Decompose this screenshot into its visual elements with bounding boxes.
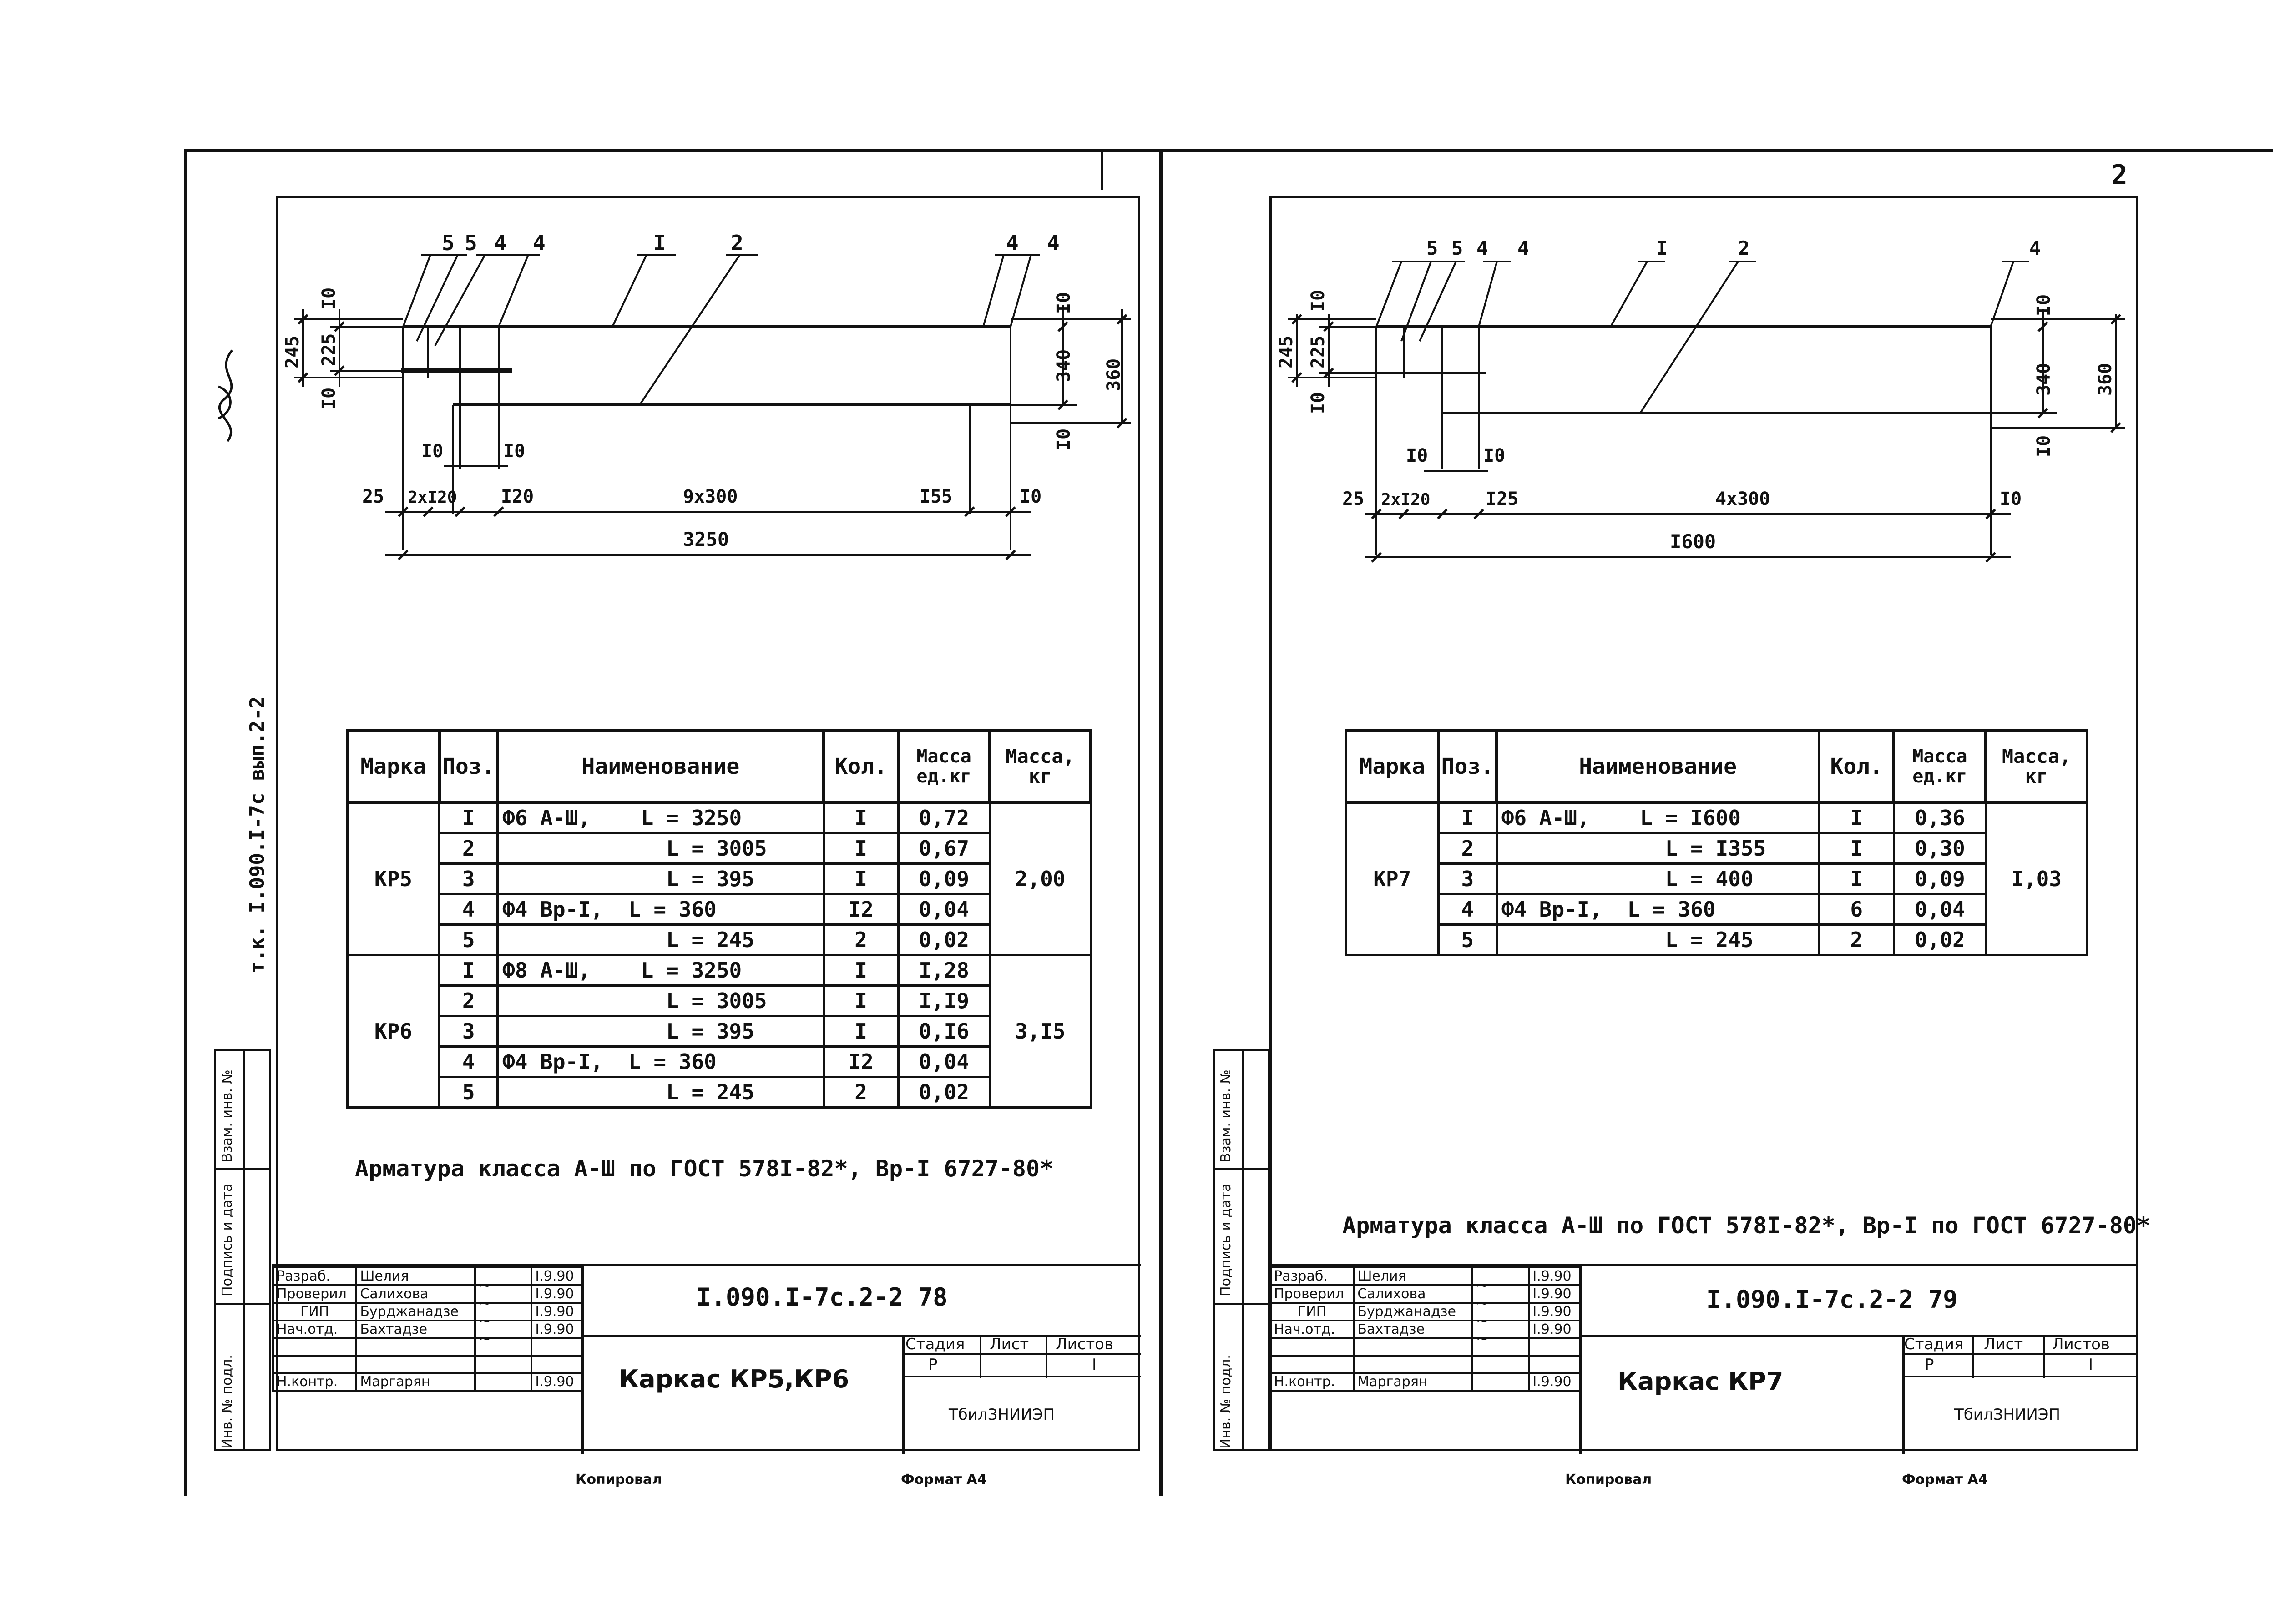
table-row bbox=[347, 1047, 1091, 1077]
right-dim-text: 225 bbox=[1308, 335, 1329, 368]
left-dim-text: 2xI20 bbox=[408, 488, 457, 507]
right-pos-label: I bbox=[1656, 237, 1668, 259]
unit-mass-cell: 0,04 bbox=[898, 1047, 990, 1077]
left-dim-text: 225 bbox=[318, 333, 339, 366]
right-rebar-note: Арматура класса А-Ш по ГОСТ 578I-82*, Вр-I по ГОСТ 6727-80* bbox=[1342, 1212, 2151, 1239]
col-header: Марка bbox=[1346, 731, 1439, 802]
left-dim-text: I0 bbox=[318, 387, 339, 409]
table-row bbox=[347, 894, 1091, 925]
right-sheets-value: I bbox=[2088, 1356, 2093, 1374]
left-dim-text: I0 bbox=[503, 441, 526, 462]
sheet-divider-line bbox=[1159, 149, 1163, 1496]
col-header: Масса ед.кг bbox=[1894, 731, 1986, 802]
pos-cell: I bbox=[1439, 802, 1497, 833]
pos-cell: 5 bbox=[440, 1077, 498, 1108]
left-pos-label: 5 bbox=[465, 231, 477, 255]
qty-cell: I bbox=[1819, 802, 1894, 833]
right-dim-text: I25 bbox=[1486, 489, 1519, 509]
left-margin-label-inv: Инв. № подл. bbox=[219, 1355, 235, 1449]
name-cell: L = I355 bbox=[1496, 833, 1819, 864]
right-dim-text: I600 bbox=[1670, 530, 1716, 553]
right-cage-drawing bbox=[1269, 196, 2138, 605]
table-row bbox=[347, 802, 1091, 833]
right-dim-text: I0 bbox=[2033, 294, 2054, 316]
left-pos-label: 2 bbox=[731, 231, 743, 255]
right-pos-label: 5 bbox=[1451, 237, 1463, 259]
right-doc-code: I.090.I-7с.2-2 79 bbox=[1706, 1285, 1958, 1314]
right-dim-text: I0 bbox=[1308, 289, 1329, 312]
qty-cell: I bbox=[824, 955, 898, 986]
unit-mass-cell: 0,67 bbox=[898, 833, 990, 864]
left-dim-text: I55 bbox=[920, 486, 953, 507]
qty-cell: 2 bbox=[824, 1077, 898, 1108]
col-header: Масса, кг bbox=[990, 731, 1091, 802]
pos-cell: 5 bbox=[1439, 925, 1497, 955]
left-doc-title: Каркас КР5,КР6 bbox=[619, 1365, 849, 1393]
right-sheet-header: Лист bbox=[1984, 1335, 2023, 1353]
mark-cell: КР6 bbox=[347, 955, 440, 1108]
name-cell: L = 400 bbox=[1496, 864, 1819, 894]
right-dim-text: 360 bbox=[2095, 363, 2116, 396]
unit-mass-cell: 0,09 bbox=[1894, 864, 1986, 894]
outer-top-line bbox=[184, 149, 2273, 152]
table-row bbox=[1346, 925, 2087, 955]
total-mass-cell: 2,00 bbox=[990, 802, 1091, 955]
pos-cell: I bbox=[440, 802, 498, 833]
name-cell: Ф8 А-Ш, L = 3250 bbox=[498, 955, 824, 986]
qty-cell: I bbox=[824, 864, 898, 894]
qty-cell: I2 bbox=[824, 1047, 898, 1077]
right-margin-label-inv: Инв. № подл. bbox=[1218, 1355, 1234, 1449]
right-pos-label: 4 bbox=[2029, 237, 2041, 259]
left-dim-text: I0 bbox=[318, 287, 339, 309]
qty-cell: I bbox=[824, 1016, 898, 1047]
right-page-mark: 2 bbox=[2111, 159, 2128, 191]
qty-cell: I bbox=[824, 986, 898, 1016]
right-footer-copied: Копировал bbox=[1565, 1472, 1652, 1488]
right-doc-title: Каркас КР7 bbox=[1618, 1367, 1784, 1396]
left-dim-text: 3250 bbox=[683, 528, 729, 550]
left-stage-value: Р bbox=[928, 1356, 938, 1374]
table-row bbox=[347, 955, 1091, 986]
qty-cell: I bbox=[824, 802, 898, 833]
name-cell: Ф6 А-Ш, L = 3250 bbox=[498, 802, 824, 833]
right-margin-label-vzam: Взам. инв. № bbox=[1218, 1069, 1234, 1162]
pos-cell: 2 bbox=[1439, 833, 1497, 864]
left-margin-label-sign: Подпись и дата bbox=[219, 1183, 235, 1296]
right-signature-table: Разраб. Шелия ~ I.9.90 Проверил Салихова ~ I.9.90 ГИП Бурджанадзе ~ I.9.90 Нач.отд. Бахтадзе ~ I.9.90 Н.контр. Маргарян ~ I.9.90 bbox=[1269, 1266, 1582, 1392]
col-header: Масса, кг bbox=[1986, 731, 2087, 802]
total-mass-cell: 3,I5 bbox=[990, 955, 1091, 1108]
unit-mass-cell: I,28 bbox=[898, 955, 990, 986]
left-pos-label: 4 bbox=[1006, 231, 1019, 255]
col-header: Кол. bbox=[1819, 731, 1894, 802]
pos-cell: 3 bbox=[440, 864, 498, 894]
left-dim-text: I20 bbox=[501, 486, 534, 507]
right-pos-label: 5 bbox=[1426, 237, 1438, 259]
right-pos-label: 4 bbox=[1517, 237, 1529, 259]
left-side-code: т.к. I.090.I-7с вып.2-2 bbox=[246, 696, 269, 973]
col-header: Марка bbox=[347, 731, 440, 802]
right-sheets-header: Листов bbox=[2052, 1335, 2110, 1353]
pos-cell: 3 bbox=[440, 1016, 498, 1047]
left-dim-text: 9x300 bbox=[683, 486, 738, 507]
table-row bbox=[1346, 894, 2087, 925]
qty-cell: I2 bbox=[824, 894, 898, 925]
left-dim-text: 340 bbox=[1053, 349, 1074, 382]
left-sheet-header: Лист bbox=[990, 1335, 1029, 1353]
right-dim-text: I0 bbox=[2000, 489, 2022, 509]
right-pos-label: 4 bbox=[1476, 237, 1488, 259]
left-org: ТбилЗНИИЭП bbox=[949, 1406, 1055, 1424]
col-header: Наименование bbox=[1496, 731, 1819, 802]
pos-cell: 2 bbox=[440, 833, 498, 864]
right-org: ТбилЗНИИЭП bbox=[1954, 1406, 2061, 1424]
left-footer-format: Формат А4 bbox=[901, 1472, 987, 1488]
left-margin-label-vzam: Взам. инв. № bbox=[219, 1069, 235, 1162]
left-pos-label: 4 bbox=[1047, 231, 1060, 255]
pos-cell: 3 bbox=[1439, 864, 1497, 894]
left-doc-code: I.090.I-7с.2-2 78 bbox=[696, 1283, 948, 1311]
col-header: Масса ед.кг bbox=[898, 731, 990, 802]
name-cell: L = 395 bbox=[498, 864, 824, 894]
divider-top-tick bbox=[1101, 149, 1103, 190]
unit-mass-cell: 0,30 bbox=[1894, 833, 1986, 864]
right-dim-text: 25 bbox=[1342, 489, 1365, 509]
table-row bbox=[347, 864, 1091, 894]
total-mass-cell: I,03 bbox=[1986, 802, 2087, 955]
qty-cell: 6 bbox=[1819, 894, 1894, 925]
right-pos-label: 2 bbox=[1738, 237, 1750, 259]
mark-cell: КР7 bbox=[1346, 802, 1439, 955]
right-dim-text: I0 bbox=[1406, 445, 1428, 466]
right-dim-text: I0 bbox=[1483, 445, 1506, 466]
unit-mass-cell: 0,02 bbox=[1894, 925, 1986, 955]
unit-mass-cell: 0,04 bbox=[1894, 894, 1986, 925]
table-row bbox=[347, 1016, 1091, 1047]
col-header: Поз. bbox=[440, 731, 498, 802]
table-row bbox=[347, 925, 1091, 955]
unit-mass-cell: 0,04 bbox=[898, 894, 990, 925]
unit-mass-cell: 0,02 bbox=[898, 925, 990, 955]
right-dim-text: I0 bbox=[2033, 435, 2054, 457]
table-row bbox=[347, 833, 1091, 864]
unit-mass-cell: I,I9 bbox=[898, 986, 990, 1016]
left-signature-mark bbox=[205, 346, 255, 446]
left-spec-table bbox=[346, 729, 1092, 1109]
name-cell: L = 245 bbox=[498, 1077, 824, 1108]
table-row bbox=[1346, 833, 2087, 864]
pos-cell: 2 bbox=[440, 986, 498, 1016]
right-footer-format: Формат А4 bbox=[1902, 1472, 1988, 1488]
qty-cell: I bbox=[1819, 864, 1894, 894]
left-cage-drawing bbox=[276, 196, 1140, 605]
left-pos-label: 4 bbox=[494, 231, 507, 255]
unit-mass-cell: 0,09 bbox=[898, 864, 990, 894]
name-cell: Ф4 Вр-I, L = 360 bbox=[498, 1047, 824, 1077]
pos-cell: I bbox=[440, 955, 498, 986]
left-pos-label: 5 bbox=[442, 231, 455, 255]
table-row bbox=[347, 986, 1091, 1016]
left-dim-text: I0 bbox=[1053, 428, 1074, 450]
left-dim-text: I0 bbox=[1020, 486, 1042, 507]
pos-cell: 4 bbox=[1439, 894, 1497, 925]
left-pos-label: I bbox=[653, 231, 666, 255]
name-cell: L = 245 bbox=[498, 925, 824, 955]
left-footer-copied: Копировал bbox=[576, 1472, 662, 1488]
name-cell: L = 3005 bbox=[498, 986, 824, 1016]
right-margin-label-sign: Подпись и дата bbox=[1218, 1183, 1234, 1296]
right-dim-text: 340 bbox=[2033, 363, 2054, 396]
left-dim-text: 25 bbox=[362, 486, 384, 507]
left-dim-text: 360 bbox=[1103, 358, 1124, 391]
right-spec-table bbox=[1345, 729, 2088, 956]
qty-cell: 2 bbox=[1819, 925, 1894, 955]
col-header: Наименование bbox=[498, 731, 824, 802]
right-dim-text: 4x300 bbox=[1715, 489, 1770, 509]
name-cell: Ф4 Вр-I, L = 360 bbox=[1496, 894, 1819, 925]
qty-cell: 2 bbox=[824, 925, 898, 955]
right-stage-value: Р bbox=[1925, 1356, 1934, 1374]
unit-mass-cell: 0,I6 bbox=[898, 1016, 990, 1047]
outer-left-line bbox=[184, 149, 187, 1496]
name-cell: Ф4 Вр-I, L = 360 bbox=[498, 894, 824, 925]
left-dim-text: 245 bbox=[282, 335, 303, 368]
left-stage-header: Стадия bbox=[905, 1335, 965, 1353]
left-pos-label: 4 bbox=[533, 231, 546, 255]
unit-mass-cell: 0,02 bbox=[898, 1077, 990, 1108]
pos-cell: 4 bbox=[440, 1047, 498, 1077]
name-cell: L = 3005 bbox=[498, 833, 824, 864]
col-header: Кол. bbox=[824, 731, 898, 802]
unit-mass-cell: 0,36 bbox=[1894, 802, 1986, 833]
qty-cell: I bbox=[824, 833, 898, 864]
name-cell: L = 395 bbox=[498, 1016, 824, 1047]
left-sheets-value: I bbox=[1092, 1356, 1097, 1374]
right-dim-text: 245 bbox=[1276, 335, 1297, 368]
left-dim-text: I0 bbox=[1053, 292, 1074, 314]
qty-cell: I bbox=[1819, 833, 1894, 864]
left-rebar-note: Арматура класса А-Ш по ГОСТ 578I-82*, Вр-I 6727-80* bbox=[355, 1155, 1054, 1182]
left-dim-text: I0 bbox=[421, 441, 444, 462]
right-dim-text: I0 bbox=[1308, 392, 1329, 414]
table-row bbox=[1346, 802, 2087, 833]
table-row bbox=[347, 1077, 1091, 1108]
left-sheets-header: Листов bbox=[1056, 1335, 1114, 1353]
right-dim-text: 2xI20 bbox=[1381, 490, 1431, 509]
mark-cell: КР5 bbox=[347, 802, 440, 955]
pos-cell: 5 bbox=[440, 925, 498, 955]
col-header: Поз. bbox=[1439, 731, 1497, 802]
table-row bbox=[1346, 864, 2087, 894]
right-stage-header: Стадия bbox=[1904, 1335, 1964, 1353]
unit-mass-cell: 0,72 bbox=[898, 802, 990, 833]
left-signature-table: Разраб. Шелия ~ I.9.90 Проверил Салихова ~ I.9.90 ГИП Бурджанадзе ~ I.9.90 Нач.отд. Бахтадзе ~ I.9.90 Н.контр. Маргарян ~ I.9.90 bbox=[272, 1266, 584, 1392]
name-cell: Ф6 А-Ш, L = I600 bbox=[1496, 802, 1819, 833]
pos-cell: 4 bbox=[440, 894, 498, 925]
name-cell: L = 245 bbox=[1496, 925, 1819, 955]
